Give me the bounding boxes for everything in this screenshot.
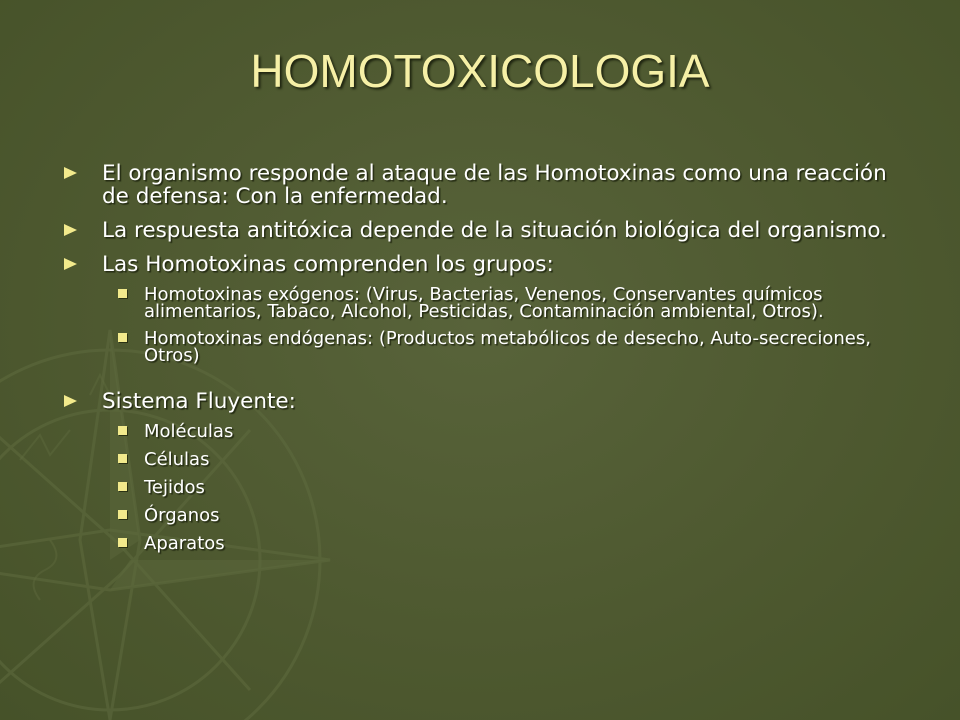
sub-bullet-item — [102, 330, 904, 364]
square-bullet-icon — [118, 454, 127, 463]
bullet-text: Las Homotoxinas comprenden los grupos: — [102, 252, 554, 277]
slide-title: HOMOTOXICOLOGIA — [250, 45, 710, 97]
sub-bullet-text: Homotoxinas endógenas: (Productos metabólicos de desecho, Auto-secreciones, Otros) — [144, 328, 871, 366]
sub-bullet-text: Tejidos — [144, 477, 205, 498]
bullet-list — [64, 162, 904, 563]
square-bullet-icon — [118, 289, 127, 298]
triangle-right-icon — [64, 395, 77, 407]
sub-bullet-item — [102, 423, 904, 440]
sub-bullet-text: Homotoxinas exógenos: (Virus, Bacterias, Venenos, Conservantes químicos alimentarios, Tabaco, Alcohol, Pesticidas, Contaminación ambiental, Otros). — [144, 284, 824, 322]
sub-bullet-text: Aparatos — [144, 533, 225, 554]
sub-bullet-text: Células — [144, 449, 210, 470]
bullet-text: Sistema Fluyente: — [102, 389, 296, 414]
bullet-item — [64, 162, 904, 208]
bullet-text: El organismo responde al ataque de las Homotoxinas como una reacción de defensa: Con la enfermedad. — [102, 161, 887, 209]
square-bullet-icon — [118, 482, 127, 491]
square-bullet-icon — [118, 538, 127, 547]
square-bullet-icon — [118, 510, 127, 519]
sub-bullet-item — [102, 507, 904, 524]
bullet-item — [64, 253, 904, 364]
square-bullet-icon — [118, 333, 127, 342]
triangle-right-icon — [64, 258, 77, 270]
sub-bullet-item — [102, 479, 904, 496]
bullet-text: La respuesta antitóxica depende de la situación biológica del organismo. — [102, 218, 888, 243]
sub-bullet-text: Órganos — [144, 505, 220, 526]
sub-bullet-list — [102, 286, 904, 364]
sub-bullet-list — [102, 423, 904, 552]
square-bullet-icon — [118, 426, 127, 435]
sub-bullet-item — [102, 451, 904, 468]
bullet-item — [64, 390, 904, 552]
bullet-item — [64, 219, 904, 242]
sub-bullet-item — [102, 535, 904, 552]
triangle-right-icon — [64, 167, 77, 179]
triangle-right-icon — [64, 224, 77, 236]
sub-bullet-item — [102, 286, 904, 320]
sub-bullet-text: Moléculas — [144, 421, 234, 442]
